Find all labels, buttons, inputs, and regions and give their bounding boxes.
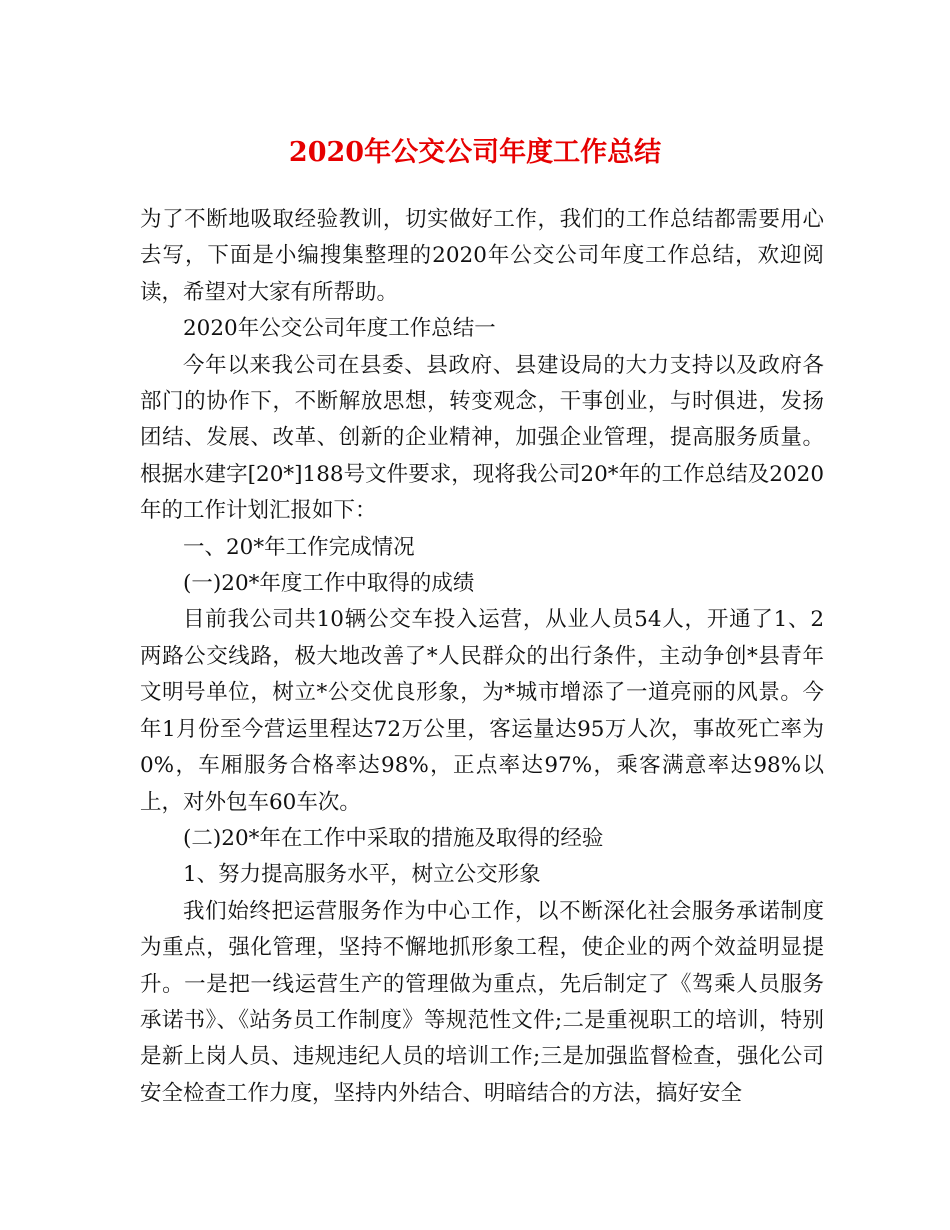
subsection-heading: (二)20*年在工作中采取的措施及取得的经验 bbox=[183, 825, 604, 851]
subsection-heading: (一)20*年度工作中取得的成绩 bbox=[183, 571, 475, 597]
body-paragraph: 目前我公司共10辆公交车投入运营，从业人员54人，开通了1、2两路公交线路，极大地改善了*人民群众的出行条件，主动争创*县青年文明号单位，树立*公交优良形象，为*城市增添了一道亮丽的风景。今年1月份至今营运里程达72万公里，客运量达95万人次，事故死亡率为0%，车厢服务合格率达98%，正点率达97%，乘客满意率达98%以上，对外包车60车次。 bbox=[140, 607, 824, 815]
document-title: 2020年公交公司年度工作总结 bbox=[288, 137, 662, 168]
item-heading: 1、努力提高服务水平，树立公交形象 bbox=[183, 862, 541, 888]
section-heading: 一、20*年工作完成情况 bbox=[183, 534, 415, 560]
document-body bbox=[140, 202, 824, 1112]
body-paragraph: 我们始终把运营服务作为中心工作，以不断深化社会服务承诺制度为重点，强化管理，坚持不懈地抓形象工程，使企业的两个效益明显提升。一是把一线运营生产的管理做为重点，先后制定了《驾乘人员服务承诺书》、《站务员工作制度》等规范性文件;二是重视职工的培训，特别是新上岗人员、违规违纪人员的培训工作;三是加强监督检查，强化公司安全检查工作力度，坚持内外结合、明暗结合的方法，搞好安全 bbox=[140, 898, 824, 1106]
body-paragraph: 今年以来我公司在县委、县政府、县建设局的大力支持以及政府各部门的协作下，不断解放思想，转变观念，干事创业，与时俱进，发扬团结、发展、改革、创新的企业精神，加强企业管理，提高服务质量。根据水建字[20*]188号文件要求，现将我公司20*年的工作总结及2020年的工作计划汇报如下： bbox=[140, 352, 824, 524]
intro-paragraph: 为了不断地吸取经验教训，切实做好工作，我们的工作总结都需要用心去写，下面是小编搜集整理的2020年公交公司年度工作总结，欢迎阅读，希望对大家有所帮助。 bbox=[140, 207, 824, 305]
section-heading: 2020年公交公司年度工作总结一 bbox=[183, 316, 496, 342]
